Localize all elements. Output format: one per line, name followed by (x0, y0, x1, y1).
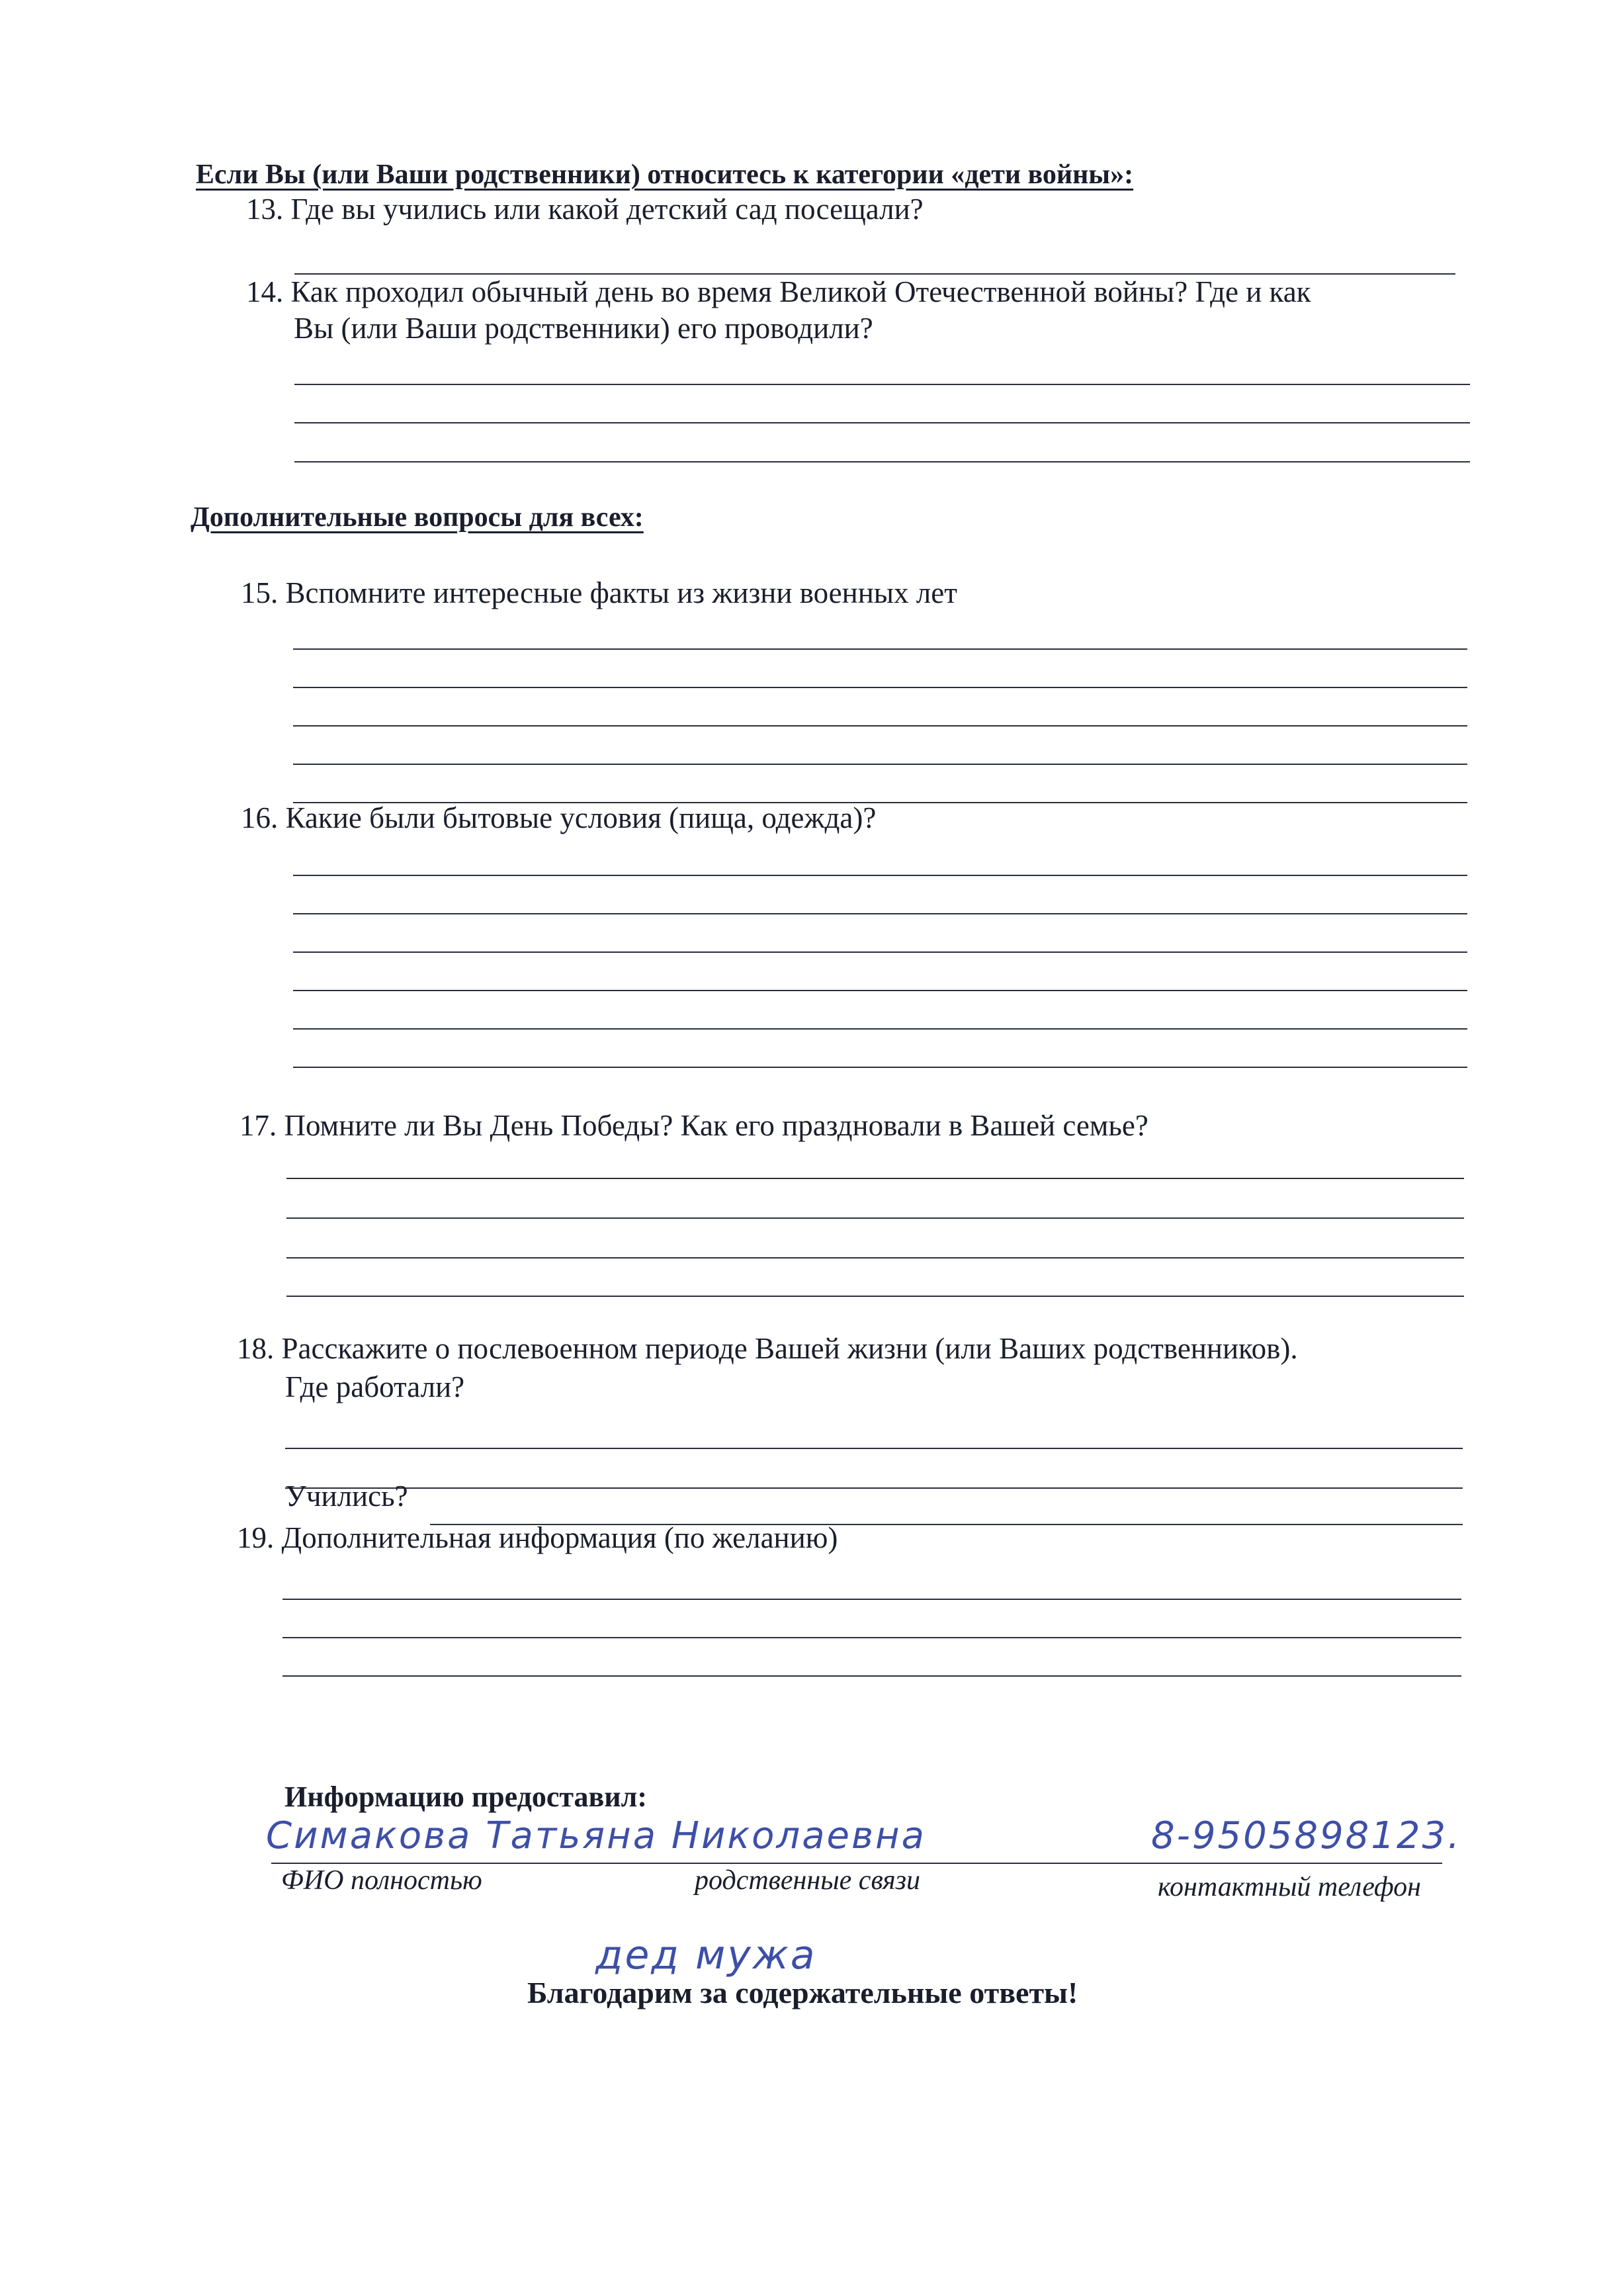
answer-line (293, 1028, 1467, 1030)
question-14-line-1: 14. Как проходил обычный день во время Великой Отечественной войны? Где и как (246, 275, 1311, 308)
answer-line (285, 1487, 1463, 1489)
answer-line (286, 1217, 1464, 1219)
handwritten-phone: 8-9505898123. (1151, 1814, 1461, 1857)
answer-line (294, 422, 1470, 423)
answer-line (293, 1067, 1467, 1068)
question-18-studied: Учились? (285, 1479, 408, 1513)
handwritten-fullname: Симакова Татьяна Николаевна (266, 1814, 926, 1857)
answer-line (293, 913, 1467, 914)
question-17: 17. Помните ли Вы День Победы? Как его праздновали в Вашей семье? (239, 1109, 1148, 1142)
answer-line (285, 1448, 1463, 1449)
answer-line (286, 1296, 1464, 1297)
answer-line (293, 725, 1467, 727)
thanks-message: Благодарим за содержательные ответы! (527, 1976, 1078, 2009)
answer-line (293, 951, 1467, 953)
section-heading-additional: Дополнительные вопросы для всех: (191, 502, 644, 533)
question-13: 13. Где вы учились или какой детский сад посещали? (246, 193, 924, 226)
handwritten-relation: дед мужа (595, 1932, 817, 1978)
answer-line (282, 1599, 1461, 1600)
question-16: 16. Какие были бытовые условия (пища, одежда)? (241, 801, 877, 834)
answer-line (293, 875, 1467, 876)
question-19: 19. Дополнительная информация (по желанию) (237, 1521, 838, 1554)
question-18-line-1: 18. Расскажите о послевоенном периоде Вашей жизни (или Ваших родственников). (237, 1332, 1298, 1365)
question-18-line-2: Где работали? (285, 1370, 465, 1403)
answer-line (293, 764, 1467, 765)
answer-line (286, 1257, 1464, 1258)
caption-phone: контактный телефон (1158, 1872, 1421, 1902)
provided-by-label: Информацию предоставил: (284, 1781, 647, 1813)
answer-line (282, 1675, 1461, 1677)
caption-relation: родственные связи (695, 1865, 921, 1896)
answer-line (286, 1178, 1464, 1179)
answer-line (282, 1637, 1461, 1638)
caption-fio: ФИО полностью (281, 1865, 482, 1896)
answer-line (293, 990, 1467, 991)
answer-line (294, 461, 1470, 463)
question-14-line-2: Вы (или Ваши родственники) его проводили? (294, 312, 873, 345)
answer-line (294, 384, 1470, 385)
answer-line (293, 648, 1467, 650)
answer-line (293, 687, 1467, 688)
signature-line (271, 1863, 1442, 1864)
question-15: 15. Вспомните интересные факты из жизни военных лет (241, 576, 957, 609)
section-heading-children-of-war: Если Вы (или Ваши родственники) относитесь к категории «дети войны»: (196, 159, 1134, 190)
